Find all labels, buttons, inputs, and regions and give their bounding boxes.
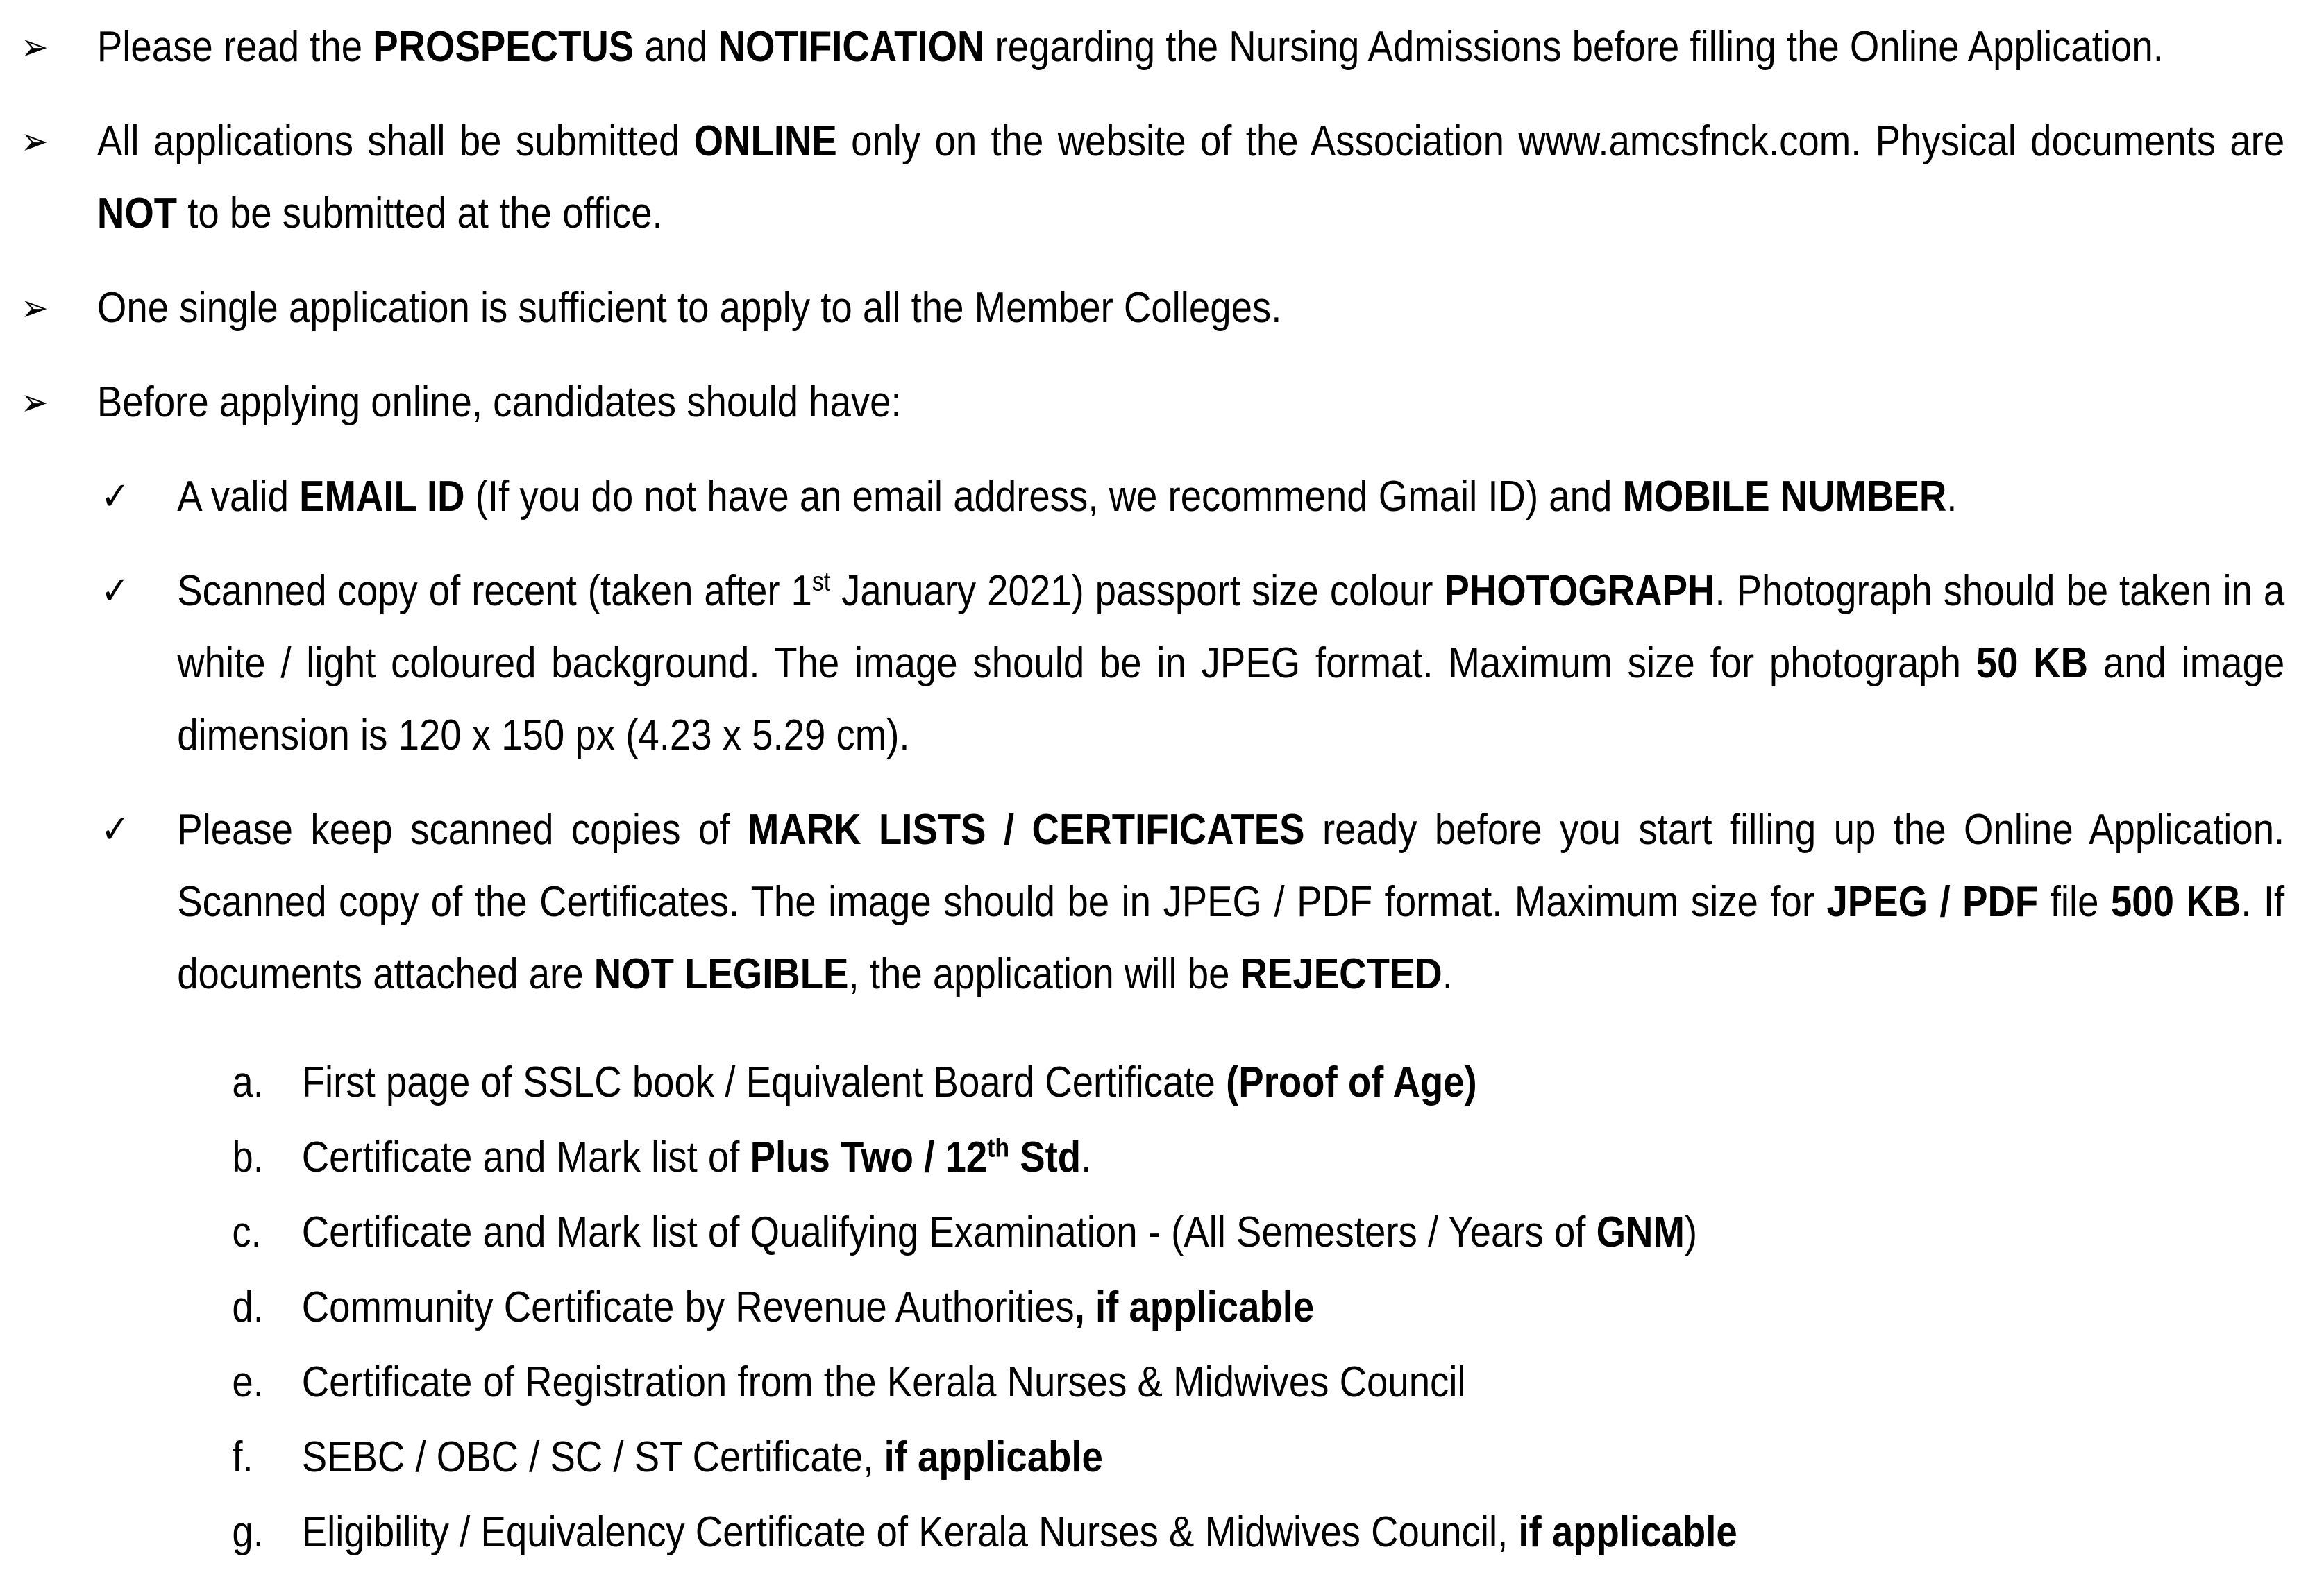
text-segment: Eligibility / Equivalency Certificate of Kerala Nurses & Midwives Council,	[301, 1508, 1519, 1556]
text-segment: if applicable	[1518, 1508, 1737, 1556]
document-item-eligibility-certificate	[0, 1496, 2284, 1569]
arrow-bullet-icon: ➢	[20, 380, 49, 424]
item-text	[97, 105, 2284, 250]
text-segment: January 2021) passport size colour	[830, 567, 1445, 615]
requirement-email-mobile	[0, 461, 2284, 533]
text-segment: . Photograph should be taken in a white / light coloured background. The image should be in JPEG format. Maximum size for photograph	[177, 567, 2285, 687]
checkmark-bullet-icon: ✓	[101, 474, 130, 519]
text-segment: Please keep scanned copies of	[177, 806, 748, 854]
text-segment: A valid	[177, 473, 300, 521]
item-text	[177, 555, 2284, 772]
item-text	[302, 1047, 2284, 1119]
item-text	[302, 1496, 2284, 1569]
arrow-bullet-icon: ➢	[20, 286, 49, 330]
text-segment: 50 KB	[1976, 639, 2089, 687]
item-text	[177, 461, 2284, 533]
text-segment: . If documents attached are	[177, 878, 2285, 998]
text-segment: All applications shall be submitted	[96, 117, 694, 165]
list-letter-f: f.	[232, 1433, 253, 1481]
checkmark-bullet-icon: ✓	[101, 568, 130, 614]
text-segment: Before applying online, candidates should have:	[96, 378, 902, 426]
text-segment: SEBC / OBC / SC / ST Certificate,	[301, 1433, 884, 1481]
instruction-online-submission	[0, 105, 2284, 250]
text-segment: Scanned copy of recent (taken after 1	[177, 567, 812, 615]
arrow-bullet-icon: ➢	[20, 119, 49, 163]
text-segment: GNM	[1596, 1208, 1685, 1256]
text-segment: One single application is sufficient to apply to all the Member Colleges.	[96, 284, 1282, 332]
item-text	[97, 366, 2284, 439]
text-segment: NOT LEGIBLE	[593, 950, 849, 998]
item-text	[97, 11, 2284, 83]
instruction-read-prospectus	[0, 11, 2284, 83]
text-segment: REJECTED	[1240, 950, 1442, 998]
text-segment: 500 KB	[2110, 878, 2241, 926]
text-segment: NOTIFICATION	[718, 23, 985, 71]
text-segment: )	[1684, 1208, 1698, 1256]
text-segment: regarding the Nursing Admissions before filling the Online Application.	[984, 23, 2164, 71]
text-segment: if applicable	[884, 1433, 1103, 1481]
text-segment: EMAIL ID	[299, 473, 465, 521]
text-segment: Community Certificate by Revenue Authorities	[301, 1283, 1075, 1331]
item-text	[302, 1272, 2284, 1344]
text-segment: st	[811, 566, 831, 597]
arrow-bullet-icon: ➢	[20, 25, 49, 69]
list-letter-g: g.	[232, 1508, 264, 1556]
text-segment: Certificate and Mark list of Qualifying Examination - (All Semesters / Years of	[301, 1208, 1597, 1256]
text-segment: (Proof of Age)	[1226, 1058, 1477, 1106]
text-segment: Plus Two / 12	[750, 1133, 988, 1181]
text-segment: and image dimension is 120 x 150 px (4.23 x 5.29 cm).	[177, 639, 2285, 759]
requirement-marklists-certificates	[0, 794, 2284, 1011]
checkmark-bullet-icon: ✓	[101, 807, 130, 852]
text-segment: .	[1946, 473, 1957, 521]
text-segment: file	[2038, 878, 2111, 926]
text-segment: (If you do not have an email address, we recommend Gmail ID) and	[464, 473, 1623, 521]
text-segment: Certificate and Mark list of	[301, 1133, 750, 1181]
text-segment: JPEG / PDF	[1826, 878, 2039, 926]
text-segment: , if applicable	[1074, 1283, 1315, 1331]
text-segment: Certificate of Registration from the Kerala Nurses & Midwives Council	[301, 1358, 1466, 1406]
document-body	[0, 11, 2284, 1569]
item-text	[302, 1347, 2284, 1419]
list-letter-e: e.	[232, 1358, 264, 1406]
document-item-caste-certificate	[0, 1421, 2284, 1494]
instruction-single-application	[0, 272, 2284, 344]
document-item-qualifying-exam	[0, 1197, 2284, 1269]
requirement-photograph	[0, 555, 2284, 772]
text-segment: th	[987, 1133, 1010, 1163]
item-text	[302, 1421, 2284, 1494]
document-item-sslc	[0, 1047, 2284, 1119]
text-segment: Please read the	[96, 23, 373, 71]
list-letter-d: d.	[232, 1283, 264, 1331]
item-text	[302, 1122, 2284, 1194]
list-letter-c: c.	[232, 1208, 262, 1256]
text-segment: .	[1081, 1133, 1092, 1181]
text-segment: MARK LISTS / CERTIFICATES	[747, 806, 1305, 854]
instruction-before-applying	[0, 366, 2284, 439]
item-text	[302, 1197, 2284, 1269]
text-segment: First page of SSLC book / Equivalent Board Certificate	[301, 1058, 1227, 1106]
text-segment: MOBILE NUMBER	[1622, 473, 1947, 521]
item-text	[177, 794, 2284, 1011]
text-segment: to be submitted at the office.	[177, 189, 663, 237]
document-item-registration-certificate	[0, 1347, 2284, 1419]
text-segment: NOT	[96, 189, 178, 237]
text-segment: only on the website of the Association www.amcsfnck.com. Physical documents are	[836, 117, 2285, 165]
text-segment: PROSPECTUS	[373, 23, 634, 71]
document-item-plus-two	[0, 1122, 2284, 1194]
document-item-community-certificate	[0, 1272, 2284, 1344]
list-letter-a: a.	[232, 1058, 264, 1106]
text-segment: ready before you start filling up the Online Application. Scanned copy of the Certificates. The image should be in JPEG / PDF format. Maximum size for	[177, 806, 2285, 926]
text-segment: , the application will be	[848, 950, 1240, 998]
text-segment: and	[634, 23, 718, 71]
text-segment: ONLINE	[693, 117, 837, 165]
item-text	[97, 272, 2284, 344]
text-segment: Std	[1009, 1133, 1081, 1181]
list-letter-b: b.	[232, 1133, 264, 1181]
text-segment: PHOTOGRAPH	[1444, 567, 1715, 615]
text-segment: .	[1442, 950, 1453, 998]
